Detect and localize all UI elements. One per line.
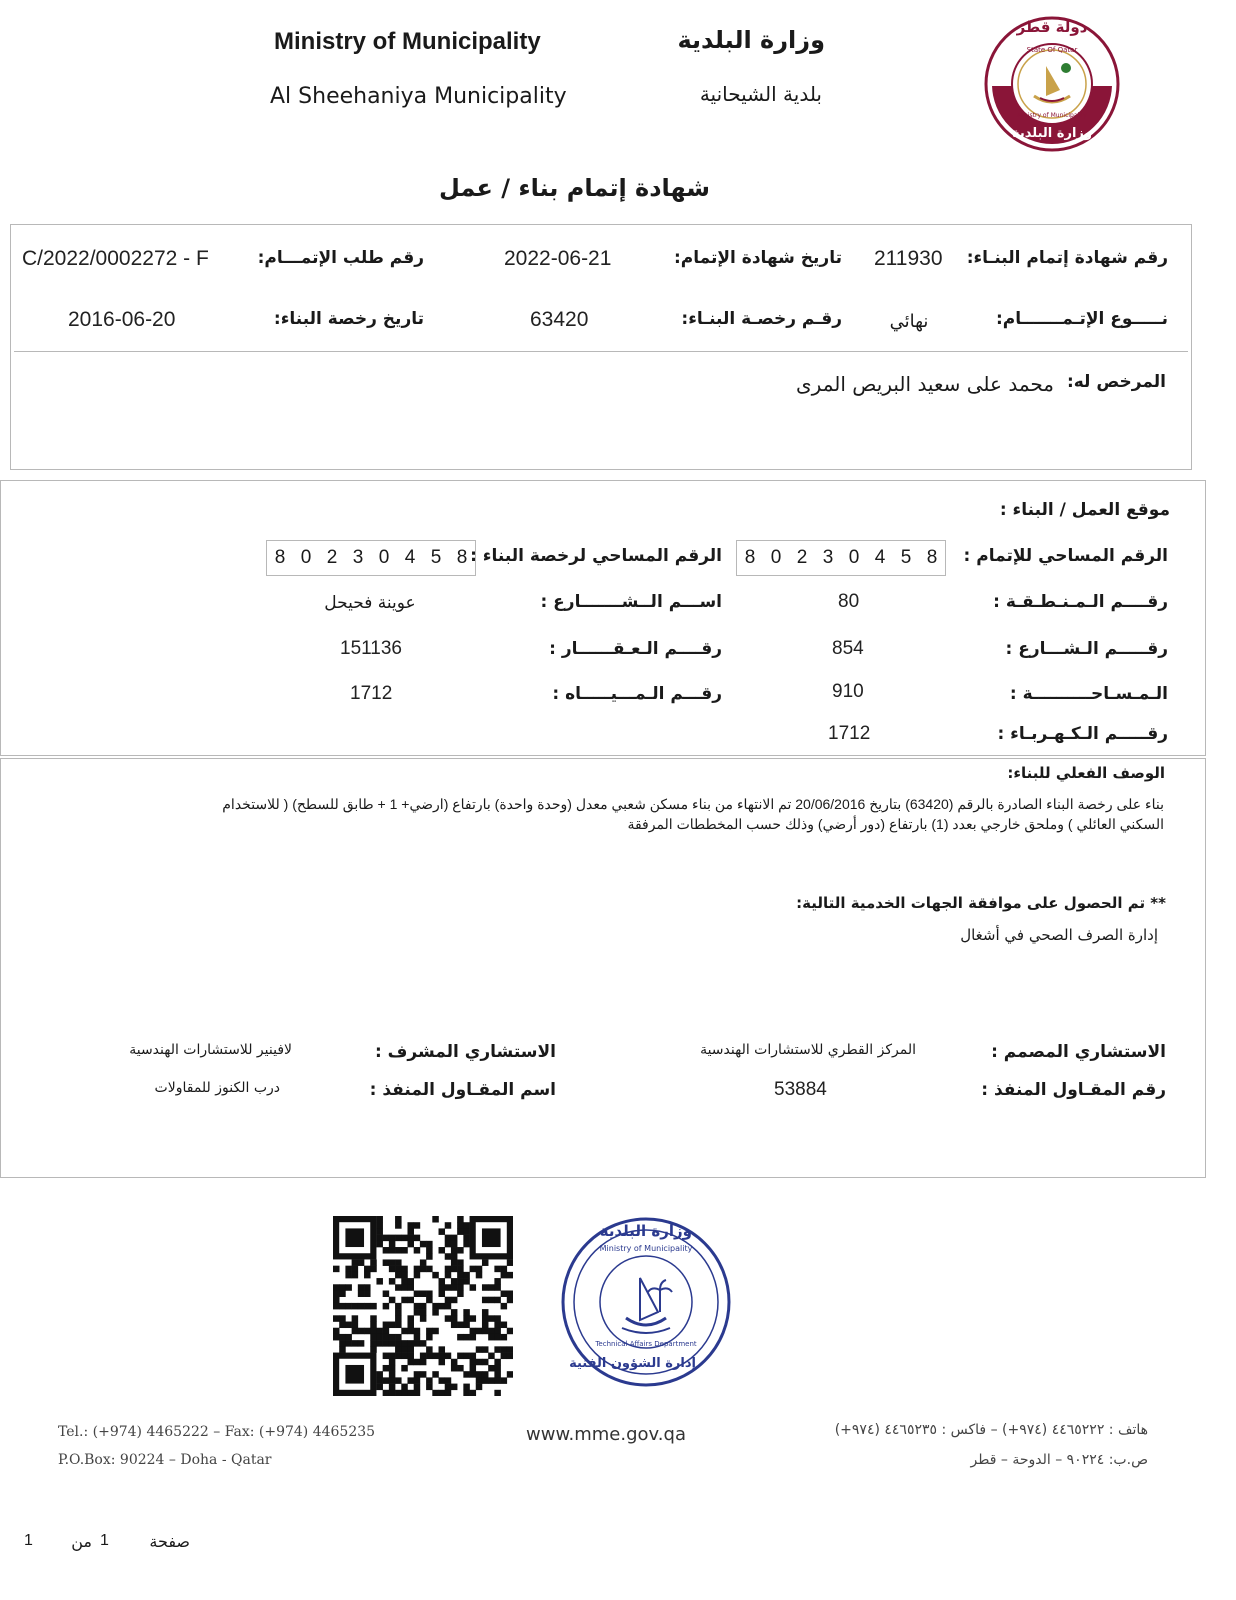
seal-ring-text: Ministry of Municipality — [599, 1244, 693, 1253]
completion-type-label: نـــــوع الإتـمـــــــام: — [995, 309, 1168, 329]
street-name-label: اســـم الــشـــــــارع : — [540, 592, 722, 612]
seal-bottom-text-en: Technical Affairs Department — [595, 1340, 697, 1348]
pin-completion-digit: 0 — [848, 547, 860, 568]
footer-pobox-ar: ص.ب: ٩٠٢٢٤ – الدوحة – قطر — [970, 1452, 1148, 1468]
pin-completion-digits — [736, 540, 946, 576]
completion-type-value: نهائي — [889, 311, 929, 332]
pin-permit-digit: 4 — [404, 547, 416, 568]
pin-permit-digit: 0 — [300, 547, 312, 568]
contractor-number-value: 53884 — [774, 1079, 827, 1100]
location-heading: موقع العمل / البناء : — [999, 500, 1170, 520]
contractor-name-label: اسم المقـاول المنفذ : — [369, 1080, 556, 1100]
pin-permit-digit: 2 — [326, 547, 338, 568]
cert-date-value: 2022-06-21 — [504, 247, 612, 270]
pin-completion-label: الرقم المساحي للإتمام : — [963, 546, 1168, 566]
supervisor-label: الاستشاري المشرف : — [374, 1042, 556, 1062]
footer-tel-ar: هاتف : ٤٤٦٥٢٢٢ (٩٧٤+) – فاكس : ٤٤٦٥٢٣٥ (٩٧٤+) — [834, 1422, 1148, 1438]
permit-date-value: 2016-06-20 — [68, 308, 176, 331]
logo-ring-text: State Of Qatar — [1026, 46, 1078, 54]
footer-pobox-en: P.O.Box: 90224 – Doha - Qatar — [58, 1452, 272, 1468]
property-number-value: 151136 — [340, 638, 402, 659]
pin-permit-label: الرقم المساحي لرخصة البناء : — [470, 546, 722, 566]
approvals-heading: ** تم الحصول على موافقة الجهات الخدمية التالية: — [796, 894, 1166, 912]
pin-completion-digit: 8 — [744, 547, 756, 568]
pin-completion-digit: 2 — [796, 547, 808, 568]
street-number-label: رقـــــم الـشـــارع : — [1005, 639, 1168, 659]
zone-value: 80 — [838, 591, 860, 612]
contractor-name-value: درب الكنوز للمقاولات — [154, 1080, 280, 1096]
permit-number-value: 63420 — [530, 308, 589, 331]
permit-date-label: تاريخ رخصة البناء: — [273, 309, 424, 329]
permit-number-label: رقـم رخصـة البنـاء: — [681, 309, 842, 329]
description-line-2: السكني العائلي ) وملحق خارجي بعدد (1) بارتفاع (دور أرضي) وذلك حسب المخططات المرفقة — [627, 816, 1164, 832]
pin-completion-digit: 4 — [874, 547, 886, 568]
water-number-value: 1712 — [350, 683, 393, 704]
street-name-value: عوينة فحيحل — [324, 593, 416, 613]
seal-bottom-text-ar: إدارة الشؤون الفنية — [569, 1356, 696, 1371]
location-box — [0, 480, 1206, 756]
pin-completion-digit: 8 — [926, 547, 938, 568]
supervisor-value: لافينير للاستشارات الهندسية — [129, 1042, 292, 1058]
pin-permit-digit: 3 — [352, 547, 364, 568]
contractor-number-label: رقم المقـاول المنفذ : — [981, 1080, 1166, 1100]
page-word: صفحة — [149, 1532, 190, 1551]
pin-permit-digit: 5 — [430, 547, 442, 568]
cert-date-label: تاريخ شهادة الإتمام: — [673, 248, 842, 268]
seal-top-text: وزارة البلدية — [599, 1222, 692, 1240]
licensee-value: محمد على سعيد البريص المرى — [796, 372, 1054, 396]
technical-affairs-seal — [560, 1216, 732, 1388]
page-current: 1 — [100, 1532, 109, 1549]
electricity-number-value: 1712 — [828, 723, 871, 744]
electricity-number-label: رقـــــم الـكـهـربـاء : — [997, 724, 1168, 744]
street-number-value: 854 — [832, 638, 864, 659]
pin-completion-digit: 5 — [900, 547, 912, 568]
area-value: 910 — [832, 681, 864, 702]
logo-top-text: دولة قطر — [1016, 18, 1088, 36]
designer-label: الاستشاري المصمم : — [991, 1042, 1166, 1062]
logo-bottom-text-ar: وزارة البلدية — [1012, 126, 1092, 141]
water-number-label: رقـــم الـمـــيـــــاه : — [552, 684, 722, 704]
municipality-name-en: Al Sheehaniya Municipality — [270, 84, 567, 109]
page-total: 1 — [24, 1532, 33, 1549]
request-number-value: C/2022/0002272 - F — [22, 247, 209, 270]
cert-number-value: 211930 — [874, 247, 943, 270]
footer-tel-en: Tel.: (+974) 4465222 – Fax: (+974) 4465235 — [58, 1424, 376, 1440]
info-divider — [14, 351, 1188, 352]
pin-permit-digit: 0 — [378, 547, 390, 568]
municipality-name-ar: بلدية الشيحانية — [699, 82, 822, 106]
zone-label: رقــــم الـمـنـطـقـة : — [993, 592, 1168, 612]
logo-bottom-text-en: Ministry of Municipality — [1017, 112, 1087, 119]
pin-permit-digit: 8 — [274, 547, 286, 568]
certificate-title: شهادة إتمام بناء / عمل — [438, 174, 710, 202]
property-number-label: رقــــم الـعـقــــــار : — [549, 639, 722, 659]
description-heading: الوصف الفعلي للبناء: — [1007, 764, 1165, 782]
pin-permit-digits — [266, 540, 476, 576]
cert-number-label: رقم شهادة إتمام البنـاء: — [966, 248, 1168, 268]
approval-item: إدارة الصرف الصحي في أشغال — [960, 926, 1158, 944]
description-line-1: بناء على رخصة البناء الصادرة بالرقم (63420) بتاريخ 20/06/2016 تم الانتهاء من بناء مسكن شعبي معدل (وحدة واحدة) بارتفاع (ارضي+ 1 + طابق للسطح) ( للاستخدام — [222, 796, 1164, 812]
footer-website[interactable]: www.mme.gov.qa — [526, 1424, 686, 1445]
licensee-label: المرخص له: — [1066, 372, 1166, 392]
state-of-qatar-logo — [984, 16, 1120, 152]
ministry-name-en: Ministry of Municipality — [274, 28, 541, 55]
qr-code — [333, 1216, 513, 1396]
pin-completion-digit: 0 — [770, 547, 782, 568]
ministry-name-ar: وزارة البلدية — [677, 26, 825, 54]
designer-value: المركز القطري للاستشارات الهندسية — [700, 1042, 916, 1058]
pin-permit-digit: 8 — [456, 547, 468, 568]
pin-completion-digit: 3 — [822, 547, 834, 568]
request-number-label: رقم طلب الإتمـــام: — [257, 248, 424, 268]
page-of-word: من — [71, 1532, 92, 1551]
area-label: الـمـسـاحــــــــــة : — [1009, 684, 1168, 704]
